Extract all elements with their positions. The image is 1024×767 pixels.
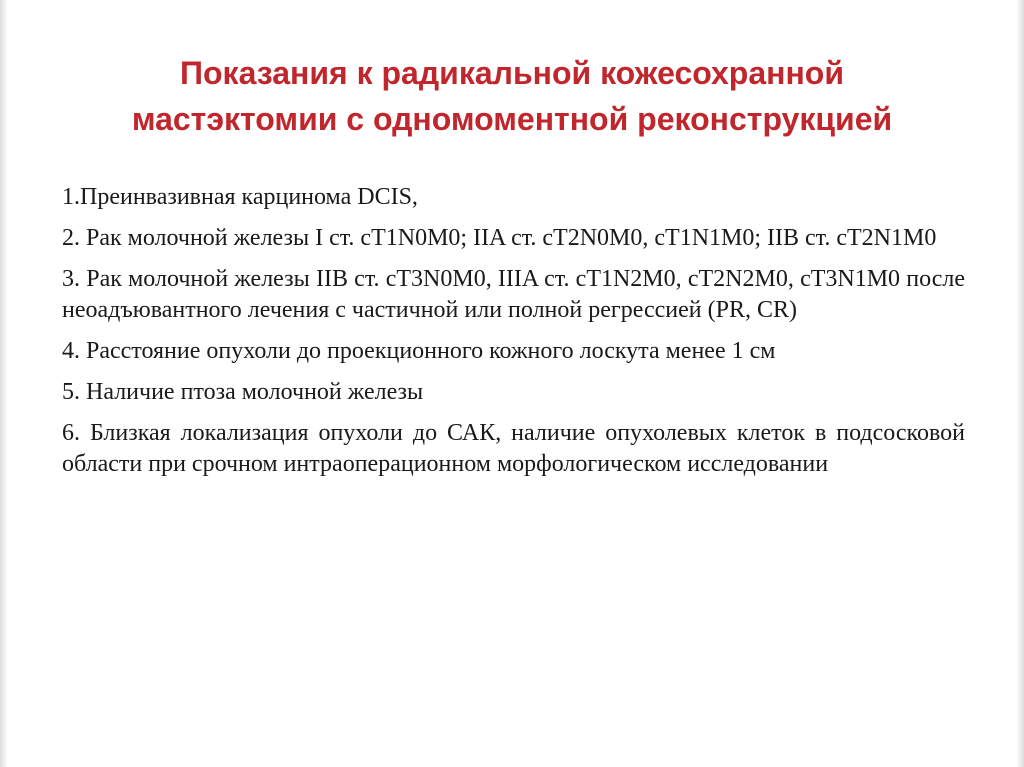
title-line-2: мастэктомии с одномоментной реконструкцией: [131, 101, 893, 137]
list-item: 1.Преинвазивная карцинома DCIS,: [62, 184, 418, 210]
list-item: 3. Рак молочной железы IIB ст. cT3N0M0, IIIA ст. cT1N2M0, cT2N2M0, cT3N1M0 после неоадъювантного лечения с частичной или полной регрессией (PR, CR): [62, 266, 965, 323]
slide-title: [40, 50, 984, 142]
title-line-1: Показания к радикальной кожесохранной: [180, 55, 844, 91]
list-item: 6. Близкая локализация опухоли до САК, наличие опухолевых клеток в подсосковой области при срочном интраоперационном морфологическом исследовании: [62, 420, 965, 477]
list-item: 5. Наличие птоза молочной железы: [62, 379, 424, 405]
list-item: 4. Расстояние опухоли до проекционного кожного лоскута менее 1 см: [62, 338, 776, 364]
list-item: 2. Рак молочной железы I ст. cT1N0M0; IIA ст. cT2N0M0, cT1N1M0; IIB ст. cT2N1M0: [62, 225, 937, 251]
indications-list: [62, 182, 965, 490]
